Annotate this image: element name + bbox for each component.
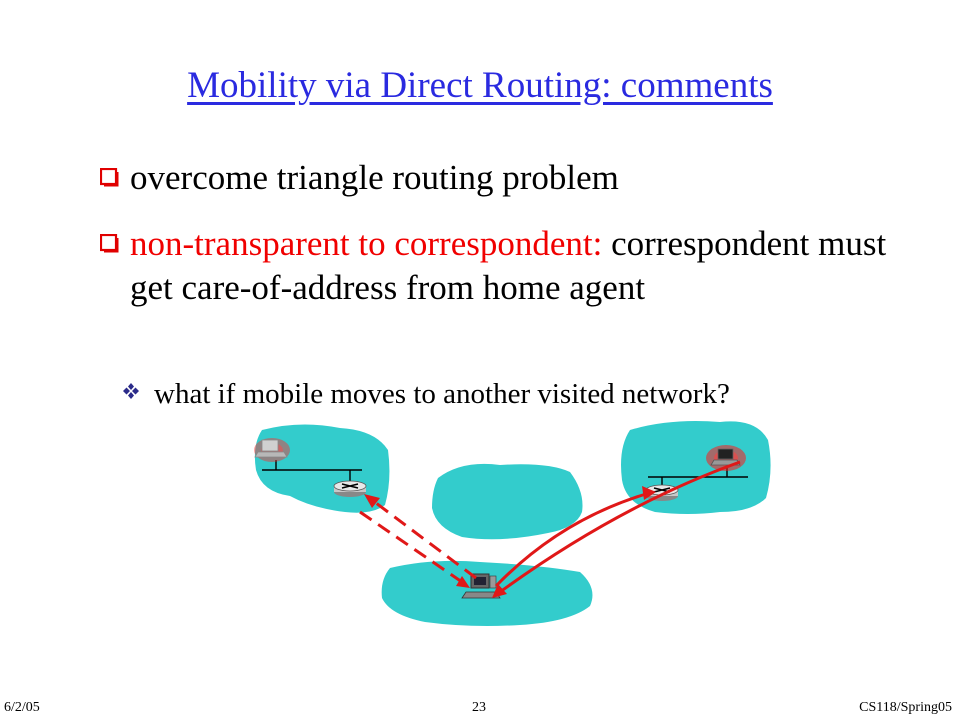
sub-bullet-text: what if mobile moves to another visited network? (154, 378, 730, 410)
home-router-icon (334, 481, 366, 497)
bullet-1-text: overcome triangle routing problem (130, 158, 619, 197)
visited-network-blob (621, 421, 771, 514)
footer-course: CS118/Spring05 (859, 700, 952, 715)
bullet-2-red-text: non-transparent to correspondent: (130, 224, 603, 263)
footer-page-number: 23 (472, 700, 486, 715)
footer-date: 6/2/05 (4, 700, 40, 715)
former-mobile-laptop-icon (254, 438, 290, 462)
wide-area-network-blob (432, 464, 583, 539)
bullet-2-rest-text: correspondent must get care-of-address from home agent (130, 224, 887, 307)
slide-title: Mobility via Direct Routing: comments (187, 65, 773, 106)
